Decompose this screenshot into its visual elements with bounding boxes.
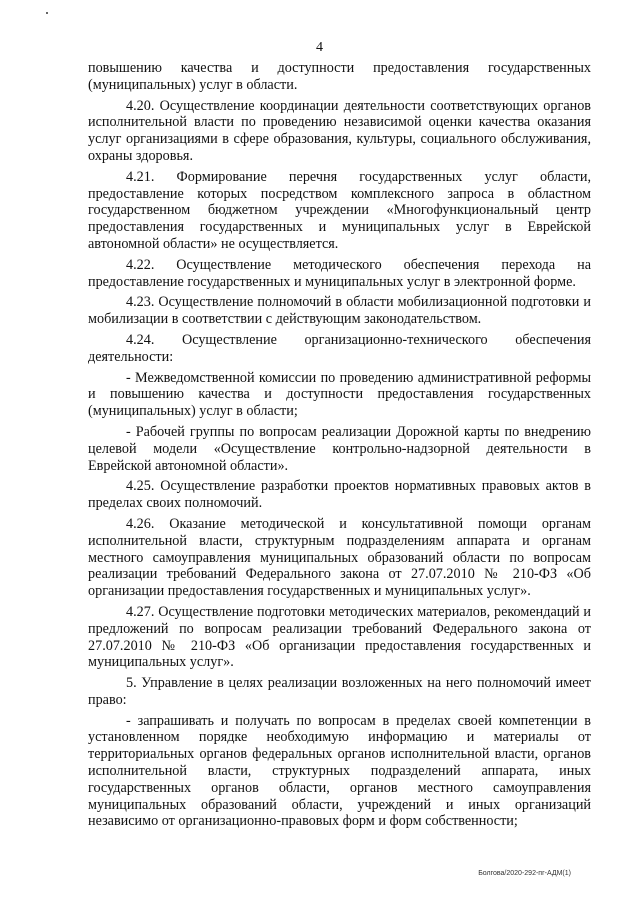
list-item-request-info: - запрашивать и получать по вопросам в пределах своей компетенции в установленном порядке необходимую информацию и материалы от территориальных органов федеральных органов исполнительной власти, органов исполнительной власти, структурных подразделений аппарата, иных государственных органов области, органов местного самоуправления муниципальных образований области, учреждений и иных организаций независимо от организационно-правовых форм и форм собственности;	[88, 712, 591, 830]
paragraph-4-23: 4.23. Осуществление полномочий в области мобилизационной подготовки и мобилизации в соответствии с действующим законодательством.	[88, 294, 591, 328]
list-item-commission: - Межведомственной комиссии по проведению административной реформы и повышению качества и доступности предоставления государственных (муниципальных) услуг в области;	[88, 369, 591, 420]
paragraph-4-26: 4.26. Оказание методической и консультативной помощи органам исполнительной власти, структурным подразделениям аппарата и органам местного самоуправления муниципальных образований области по вопросам реализации требований Федерального закона от 27.07.2010 № 210-ФЗ «Об организации предоставления государственных и муниципальных услуг».	[88, 515, 591, 600]
scan-artifact	[46, 12, 48, 14]
list-item-working-group: - Рабочей группы по вопросам реализации Дорожной карты по внедрению целевой модели «Осуществление контрольно-надзорной деятельности в Еврейской автономной области».	[88, 423, 591, 474]
paragraph-4-25: 4.25. Осуществление разработки проектов нормативных правовых актов в пределах своих полномочий.	[88, 478, 591, 512]
paragraph-continuation: повышению качества и доступности предоставления государственных (муниципальных) услуг в области.	[88, 60, 591, 93]
paragraph-4-21: 4.21. Формирование перечня государственных услуг области, предоставление которых посредством комплексного запроса в областном государственном бюджетном учреждении «Многофункциональный центр предоставления государственных и муниципальных услуг в Еврейской автономной области» не осуществляется.	[88, 168, 591, 252]
page-number: 4	[316, 40, 323, 55]
paragraph-4-24: 4.24. Осуществление организационно-технического обеспечения деятельности:	[88, 331, 591, 365]
paragraph-4-22: 4.22. Осуществление методического обеспечения перехода на предоставление государственных и муниципальных услуг в электронной форме.	[88, 256, 591, 290]
paragraph-4-27: 4.27. Осуществление подготовки методических материалов, рекомендаций и предложений по вопросам реализации требований Федерального закона от 27.07.2010 № 210-ФЗ «Об организации предоставления государственных и муниципальных услуг».	[88, 603, 591, 671]
document-body	[88, 60, 591, 834]
paragraph-5: 5. Управление в целях реализации возложенных на него полномочий имеет право:	[88, 675, 591, 708]
document-footer-code: Болгова/2020-292-пг-АДМ(1)	[478, 870, 571, 877]
paragraph-4-20: 4.20. Осуществление координации деятельности соответствующих органов исполнительной власти по проведению независимой оценки качества оказания услуг организациями в сфере образования, культуры, социального обслуживания, охраны здоровья.	[88, 97, 591, 164]
